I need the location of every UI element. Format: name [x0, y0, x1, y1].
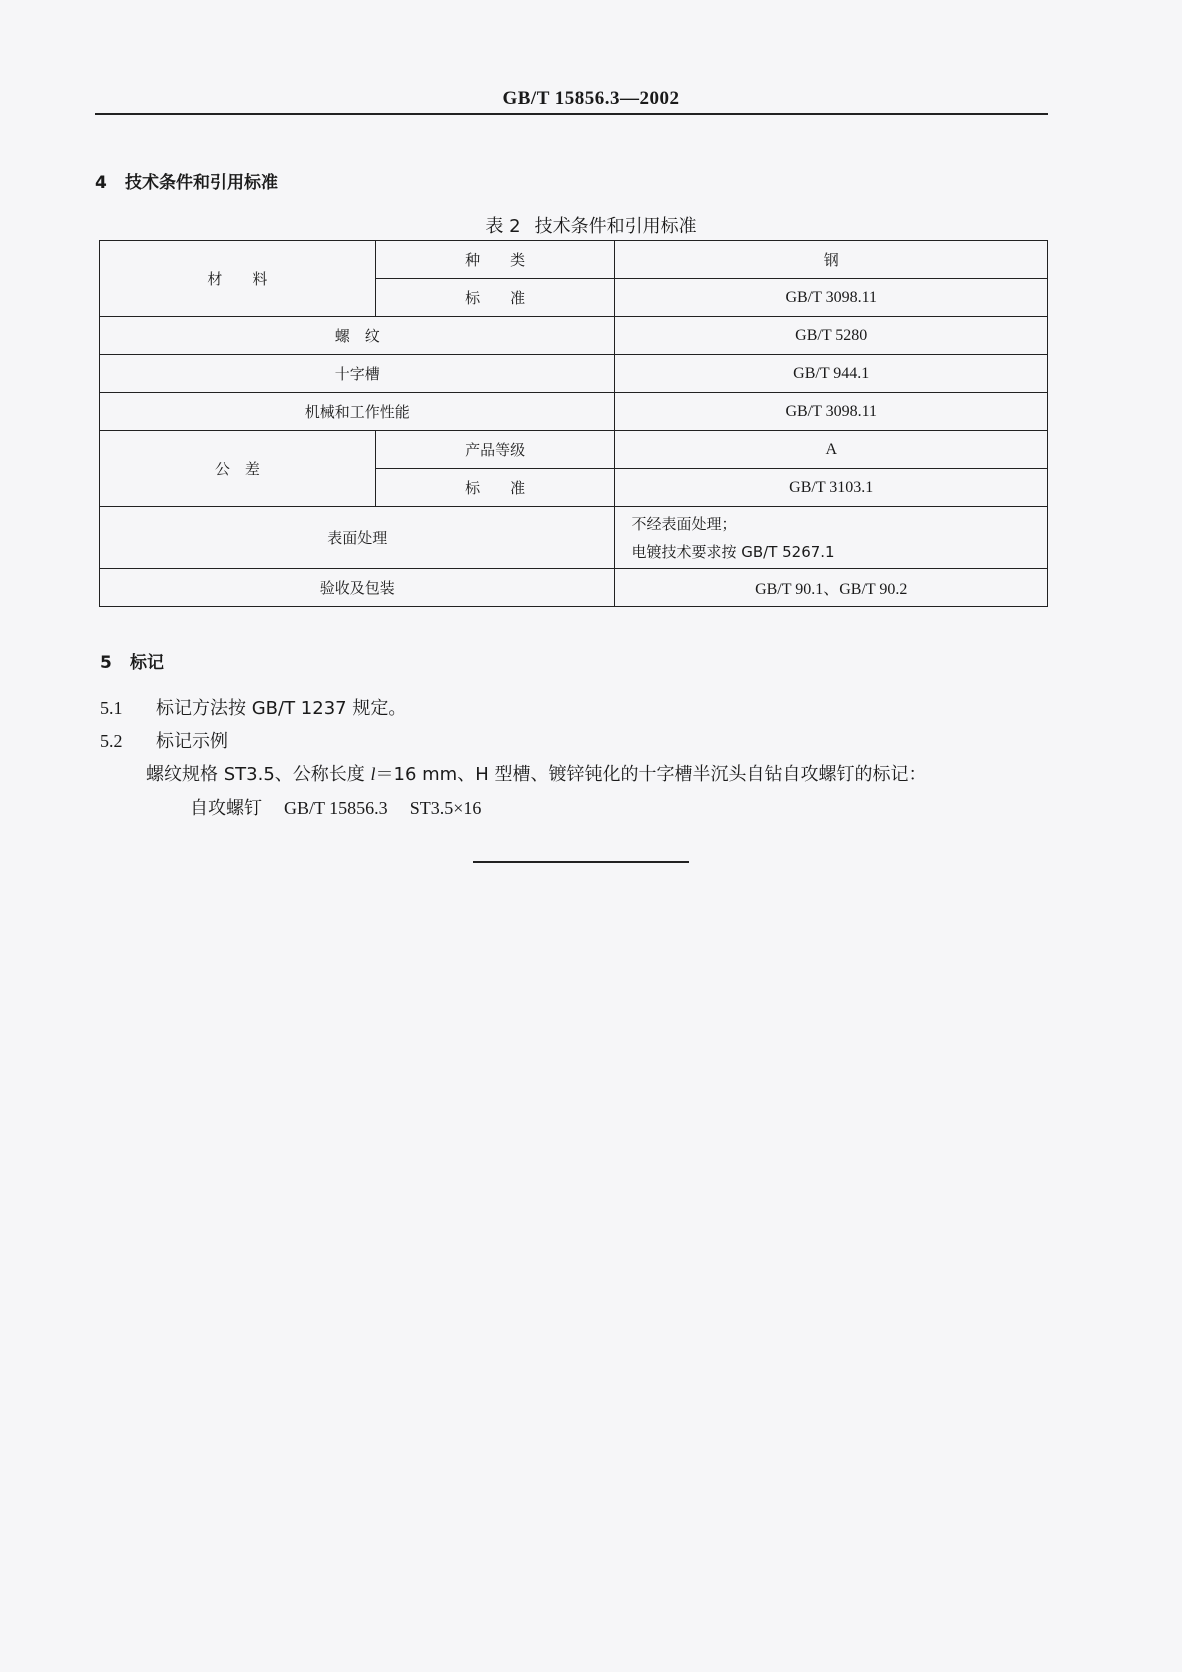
table-caption [0, 212, 1182, 238]
example-pre: 螺纹规格 ST3.5、公称长度 [146, 764, 371, 785]
tolerance-std-label: 标 准 [375, 469, 615, 507]
clause-text: 标记示例 [156, 731, 228, 752]
tolerance-grade-value: A [615, 431, 1048, 469]
spec-table [99, 240, 1048, 607]
surface-line-2: 电镀技术要求按 GB/T 5267.1 [631, 542, 835, 561]
table-caption-title: 技术条件和引用标准 [534, 216, 697, 237]
tolerance-std-value: GB/T 3103.1 [615, 469, 1048, 507]
standard-code: GB/T 15856.3—2002 [502, 88, 680, 109]
header-rule [95, 113, 1048, 115]
section-title: 标记 [130, 653, 164, 673]
example-variable: l [370, 764, 376, 784]
section-number: 5 [100, 653, 112, 673]
section-5-heading [100, 648, 164, 673]
clause-5-1 [100, 694, 406, 720]
clause-text: 标记方法按 GB/T 1237 规定。 [156, 698, 407, 719]
surface-value [615, 507, 1048, 569]
example-post: ＝16 mm、H 型槽、镀锌钝化的十字槽半沉头自钻自攻螺钉的标记： [375, 764, 927, 785]
thread-value: GB/T 5280 [615, 317, 1048, 355]
surface-line-1: 不经表面处理； [631, 514, 737, 533]
surface-label: 表面处理 [100, 507, 615, 569]
thread-label: 螺 纹 [100, 317, 615, 355]
section-number: 4 [95, 173, 107, 193]
recess-label: 十字槽 [100, 355, 615, 393]
material-std-label: 标 准 [375, 279, 615, 317]
acceptance-label: 验收及包装 [100, 569, 615, 607]
tolerance-label: 公 差 [100, 431, 376, 507]
marking-example-text [146, 760, 926, 786]
clause-5-2 [100, 727, 228, 753]
tolerance-grade-label: 产品等级 [375, 431, 615, 469]
table-caption-number: 表 2 [485, 216, 521, 237]
designation-name: 自攻螺钉 [190, 798, 262, 819]
material-std-value: GB/T 3098.11 [615, 279, 1048, 317]
acceptance-value: GB/T 90.1、GB/T 90.2 [615, 569, 1048, 607]
section-title: 技术条件和引用标准 [125, 173, 278, 193]
recess-value: GB/T 944.1 [615, 355, 1048, 393]
clause-number: 5.2 [100, 731, 123, 751]
marking-designation [190, 794, 481, 820]
material-kind-value: 钢 [615, 241, 1048, 279]
clause-number: 5.1 [100, 698, 123, 718]
mech-value: GB/T 3098.11 [615, 393, 1048, 431]
material-kind-label: 种 类 [375, 241, 615, 279]
mech-label: 机械和工作性能 [100, 393, 615, 431]
designation-size: ST3.5×16 [409, 798, 482, 818]
material-label: 材 料 [100, 241, 376, 317]
designation-standard: GB/T 15856.3 [284, 798, 388, 818]
end-rule [473, 861, 689, 863]
section-4-heading [95, 168, 278, 193]
